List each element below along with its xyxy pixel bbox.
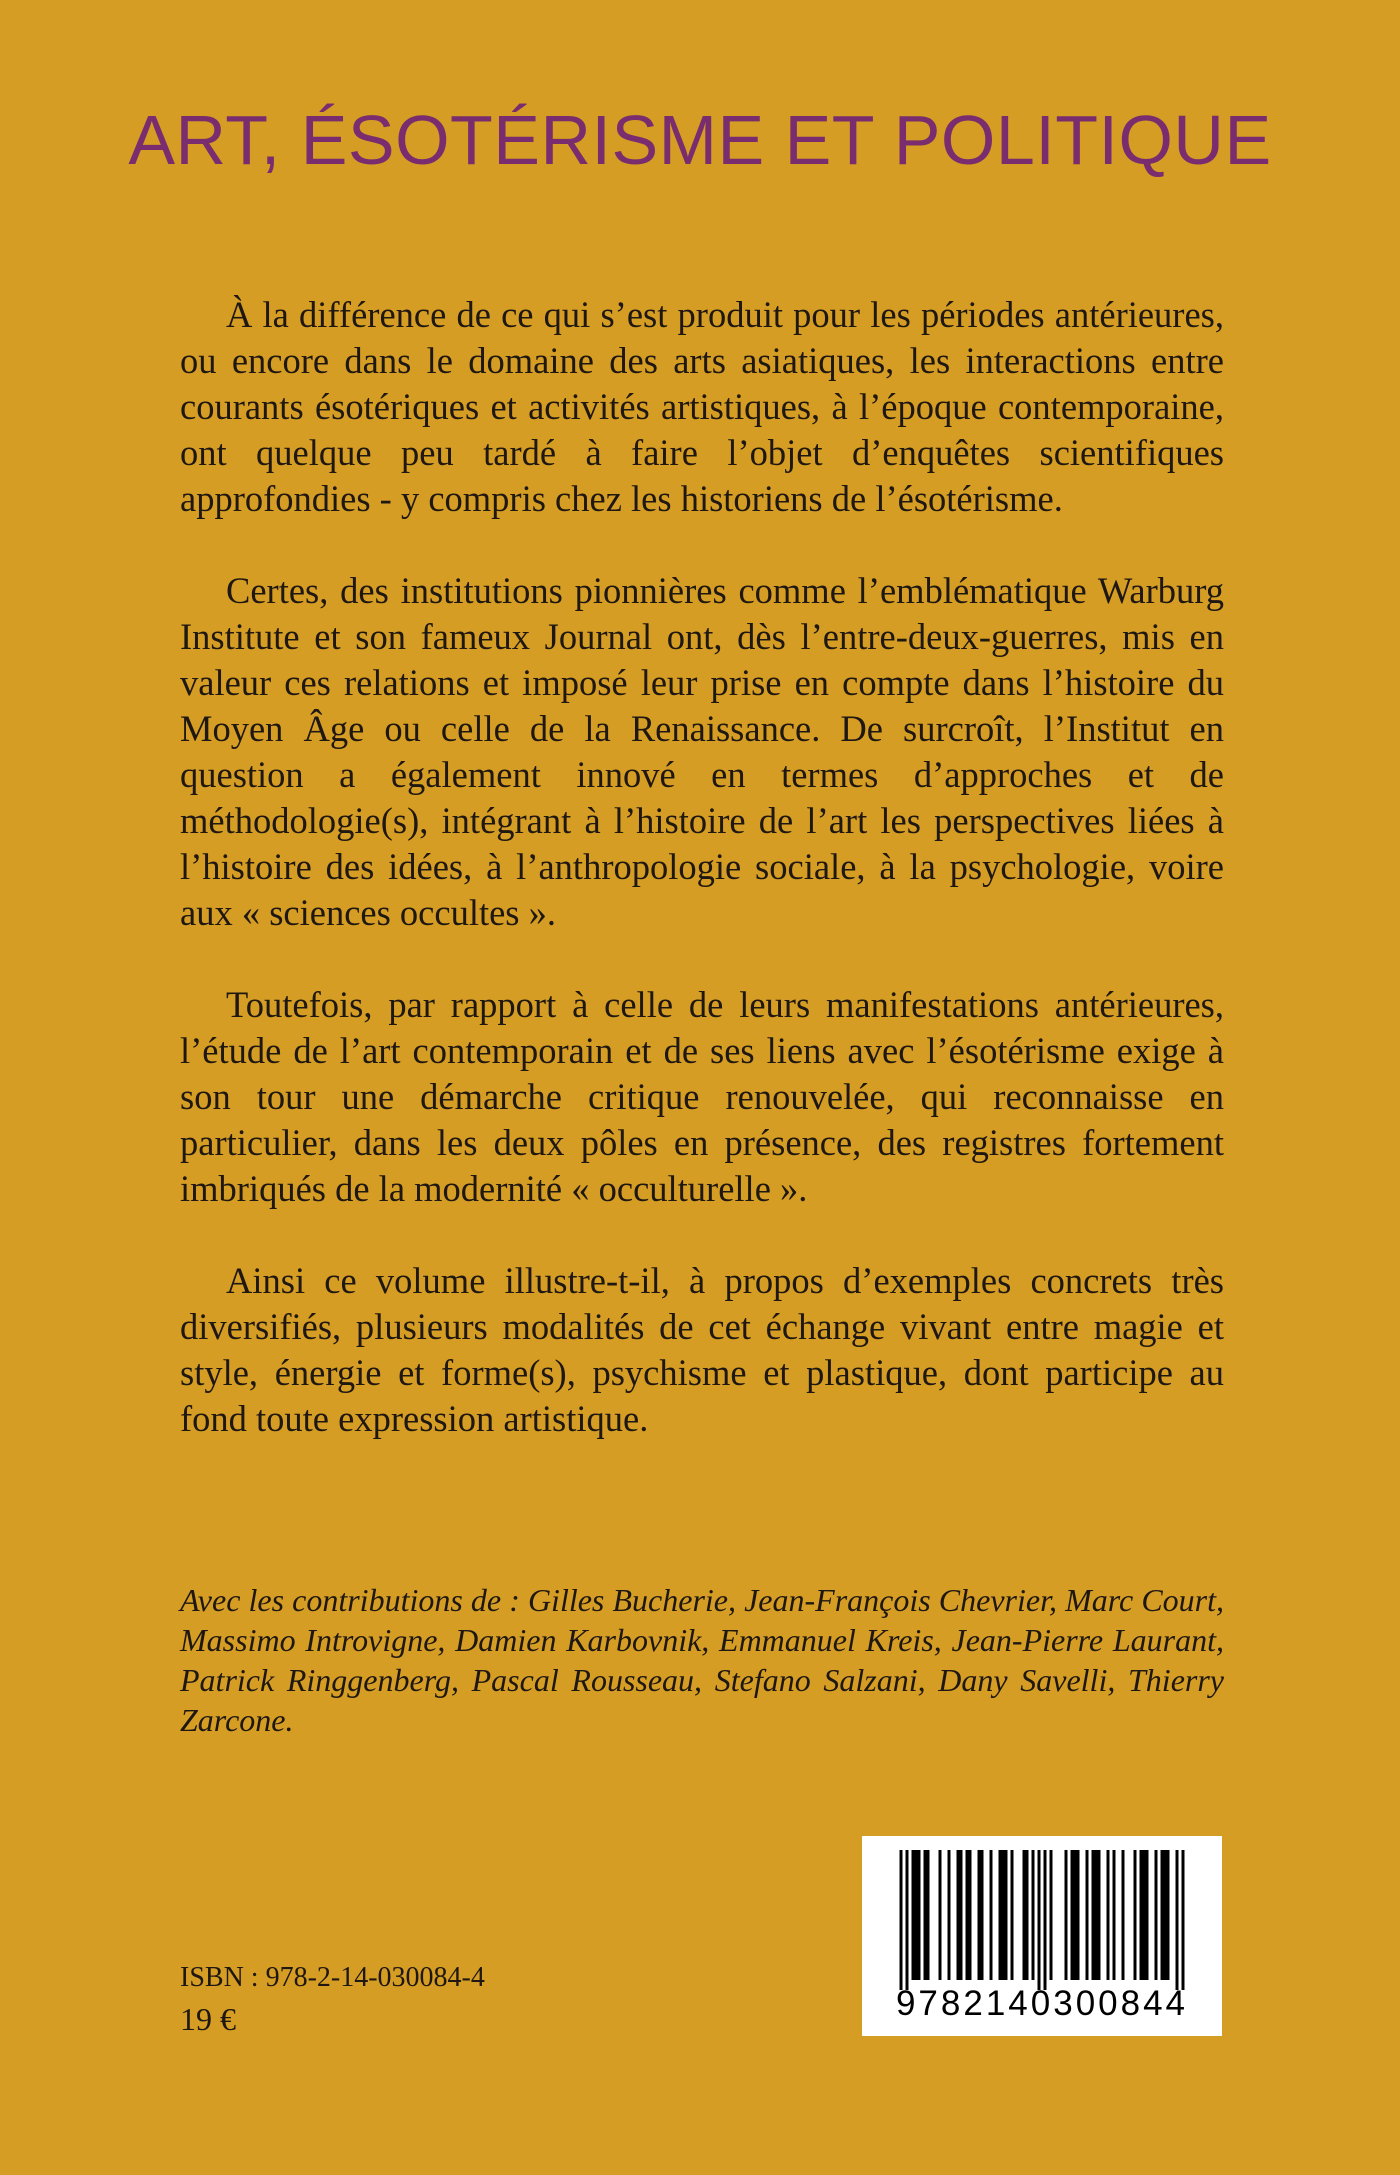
summary-paragraph-1: À la différence de ce qui s’est produit pour les périodes antérieures, ou encore dans le domaine des arts asiatiques, les interactions entre courants ésotériques et activités artistiques, à l’époque contemporaine, ont quelque peu tardé à faire l’objet d’enquêtes scientifiques approfondies - y compris chez les historiens de l’ésotérisme.: [180, 294, 1224, 519]
barcode-bar: [1002, 1850, 1005, 1980]
barcode-bar: [1140, 1850, 1143, 1980]
barcode-bar: [1134, 1850, 1137, 1980]
barcode-bar: [960, 1850, 963, 1980]
barcode-bar: [1071, 1850, 1074, 1980]
barcode-bar: [966, 1850, 969, 1980]
barcode-bar: [978, 1850, 981, 1980]
barcode-bar: [1044, 1850, 1047, 1990]
barcode-bar: [1107, 1850, 1110, 1980]
contributors-list: Avec les contributions de : Gilles Bucherie, Jean-François Chevrier, Marc Court, Massimo Introvigne, Damien Karbovnik, Emmanuel Kreis, Jean-Pierre Laurant, Patrick Ringgenberg, Pascal Rousseau, Stefano Salzani, Dany Savelli, Thierry Zarcone.: [180, 1582, 1224, 1738]
barcode-bar: [1011, 1850, 1014, 1980]
isbn-number: ISBN : 978-2-14-030084-4: [180, 1962, 485, 1993]
barcode-bar: [906, 1850, 909, 1990]
barcode-bar: [1176, 1850, 1179, 1990]
barcode-bar: [900, 1850, 903, 1990]
barcode-bar: [1182, 1850, 1185, 1990]
barcode-bar: [999, 1850, 1002, 1980]
barcode-bar: [957, 1850, 960, 1980]
barcode-bar: [1074, 1850, 1077, 1980]
barcode-bar: [1098, 1850, 1101, 1980]
book-title: ART, ÉSOTÉRISME ET POLITIQUE: [128, 101, 1272, 179]
barcode-bar: [1005, 1850, 1008, 1980]
barcode-bar: [1086, 1850, 1089, 1980]
barcode-bar: [1143, 1850, 1146, 1980]
barcode-bar: [1161, 1850, 1164, 1980]
back-cover-summary: [180, 292, 1224, 1488]
barcode-bar: [1164, 1850, 1167, 1980]
barcode-bar: [990, 1850, 993, 1980]
barcode-bar: [1122, 1850, 1125, 1980]
barcode-number: 9782140300844: [895, 1984, 1189, 2023]
barcode-bar: [948, 1850, 951, 1980]
summary-paragraph-3: Toutefois, par rapport à celle de leurs manifestations antérieures, l’étude de l’art contemporain et de ses liens avec l’ésotérisme exige à son tour une démarche critique renouvelée, qui reconnaisse en particulier, dans les deux pôles en présence, des registres fortement imbriqués de la modernité « occulturelle ».: [180, 984, 1224, 1209]
barcode-bar: [1167, 1850, 1170, 1980]
barcode-bar: [1038, 1850, 1041, 1990]
barcode-bar: [1092, 1850, 1095, 1980]
barcode: [862, 1836, 1222, 2036]
barcode-bar: [1146, 1850, 1149, 1980]
barcode-bar: [1155, 1850, 1158, 1980]
barcode-bar: [924, 1850, 927, 1980]
barcode-bar: [1113, 1850, 1116, 1980]
barcode-bar: [1077, 1850, 1080, 1980]
barcode-bar: [918, 1850, 921, 1980]
price: 19 €: [180, 2001, 236, 2037]
barcode-bar: [939, 1850, 942, 1980]
summary-paragraph-4: Ainsi ce volume illustre-t-il, à propos d’exemples concrets très diversifiés, plusieurs modalités de cet échange vivant entre magie et style, énergie et forme(s), psychisme et plastique, dont participe au fond toute expression artistique.: [180, 1260, 1224, 1439]
barcode-bar: [1095, 1850, 1098, 1980]
barcode-bar: [915, 1850, 918, 1980]
barcode-bar: [1026, 1850, 1029, 1980]
barcode-bar: [927, 1850, 930, 1980]
barcode-bar: [969, 1850, 972, 1980]
barcode-bar: [1023, 1850, 1026, 1980]
summary-paragraph-2: Certes, des institutions pionnières comme l’emblématique Warburg Institute et son fameux Journal ont, dès l’entre-deux-guerres, mis en valeur ces relations et imposé leur prise en compte dans l’histoire du Moyen Âge ou celle de la Renaissance. De surcroît, l’Institut en question a également innové en termes d’approches et de méthodologie(s), intégrant à l’histoire de l’art les perspectives liées à l’histoire des idées, à l’anthropologie sociale, à la psychologie, voire aux « sciences occultes ».: [180, 570, 1224, 933]
barcode-bar: [981, 1850, 984, 1980]
barcode-bar: [912, 1850, 915, 1980]
barcode-bar: [1032, 1850, 1035, 1980]
barcode-bar: [1050, 1850, 1053, 1980]
barcode-bar: [1065, 1850, 1068, 1980]
